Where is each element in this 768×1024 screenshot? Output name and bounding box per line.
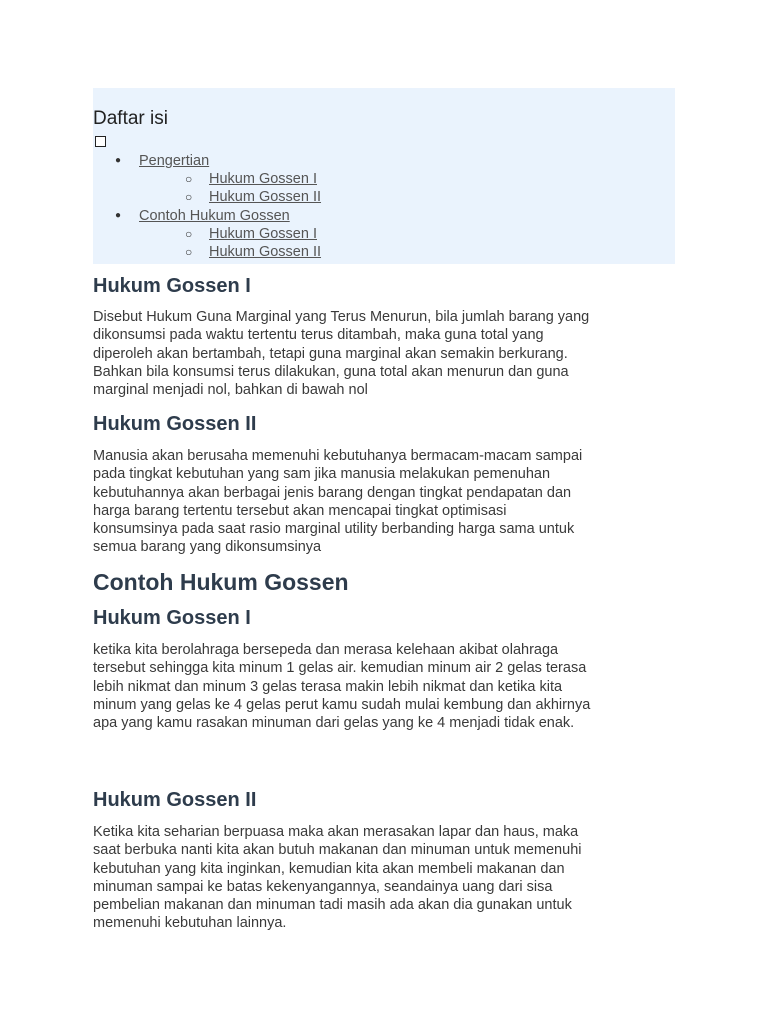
text-line: apa yang kamu rasakan minuman dari gelas yang ke 4 menjadi tidak enak. [93,715,575,732]
text-line: pembelian makanan dan minuman tadi masih ada akan dia gunakan untuk [93,897,572,914]
text-line: lebih nikmat dan minum 3 gelas terasa makin lebih nikmat dan ketika kita [93,678,563,695]
bullet-circle-icon: ○ [185,245,193,259]
bullet-disc-icon: ● [115,210,122,221]
bullet-disc-icon: ● [115,155,122,166]
text-line: minum yang gelas ke 4 gelas perut kamu sudah mulai kembung dan akhirnya [93,696,591,713]
paragraph-contoh-gossen-1 [93,641,683,732]
text-line: minuman sampai ke batas kekenyangannya, seandainya uang dari sisa [93,878,553,895]
text-line: harga barang tertentu tersebut akan mencapai tingkat optimisasi [93,502,507,519]
text-line: marginal menjadi nol, bahkan di bawah nol [93,382,368,399]
text-line: kebutuhannya akan berbagai jenis barang dengan tingkat pendapatan dan [93,484,572,501]
toc-subitem [93,170,675,188]
bullet-circle-icon: ○ [185,172,193,186]
text-line: konsumsinya pada saat rasio marginal utility berbanding harga sama untuk [93,521,575,538]
text-line: kebutuhan yang kita inginkan, kemudian kita akan membeli makanan dan [93,860,565,877]
text-line: Disebut Hukum Guna Marginal yang Terus Menurun, bila jumlah barang yang [93,309,590,325]
toc-link-hukum-gossen-1[interactable]: Hukum Gossen I [209,171,317,187]
text-line: pada tingkat kebutuhan yang sam jika manusia melakukan pemenuhan [93,466,551,483]
table-of-contents [93,88,675,264]
toc-link-contoh-hukum-gossen[interactable]: Contoh Hukum Gossen [139,208,290,224]
heading-hukum-gossen-2: Hukum Gossen II [93,413,257,435]
bullet-circle-icon: ○ [185,227,193,241]
toc-item [93,152,675,170]
text-line: semua barang yang dikonsumsinya [93,539,322,556]
text-line: Manusia akan berusaha memenuhi kebutuhanya bermacam-macam sampai [93,448,583,464]
toc-toggle-checkbox[interactable] [95,136,106,147]
bullet-circle-icon: ○ [185,190,193,204]
toc-subitem [93,188,675,206]
text-line: Bahkan bila konsumsi terus dilakukan, guna total akan menurun dan guna [93,363,569,380]
toc-link-contoh-hukum-gossen-1[interactable]: Hukum Gossen I [209,226,317,242]
toc-item [93,207,675,225]
text-line: diperoleh akan bertambah, tetapi guna marginal akan semakin berkurang. [93,345,568,362]
toc-title: Daftar isi [93,108,168,129]
toc-link-pengertian[interactable]: Pengertian [139,153,210,169]
toc-link-contoh-hukum-gossen-2[interactable]: Hukum Gossen II [209,244,322,260]
text-line: Ketika kita seharian berpuasa maka akan merasakan lapar dan haus, maka [93,824,579,840]
text-line: memenuhi kebutuhan lainnya. [93,915,287,932]
paragraph-hukum-gossen-2 [93,447,683,557]
text-line: tersebut sehingga kita minum 1 gelas air. kemudian minum air 2 gelas terasa [93,660,587,677]
toc-subitem [93,225,675,243]
paragraph-hukum-gossen-1 [93,308,683,399]
heading-contoh-gossen-1: Hukum Gossen I [93,607,251,629]
heading-hukum-gossen-1: Hukum Gossen I [93,275,251,297]
text-line: dikonsumsi pada waktu tertentu terus ditambah, maka guna total yang [93,327,544,344]
text-line: saat berbuka nanti kita akan butuh makanan dan minuman untuk memenuhi [93,842,582,859]
heading-contoh-hukum-gossen: Contoh Hukum Gossen [93,569,349,595]
text-line: ketika kita berolahraga bersepeda dan merasa kelehaan akibat olahraga [93,642,559,658]
toc-link-hukum-gossen-2[interactable]: Hukum Gossen II [209,189,322,205]
heading-contoh-gossen-2: Hukum Gossen II [93,789,257,811]
paragraph-contoh-gossen-2 [93,823,683,933]
toc-subitem [93,243,675,261]
